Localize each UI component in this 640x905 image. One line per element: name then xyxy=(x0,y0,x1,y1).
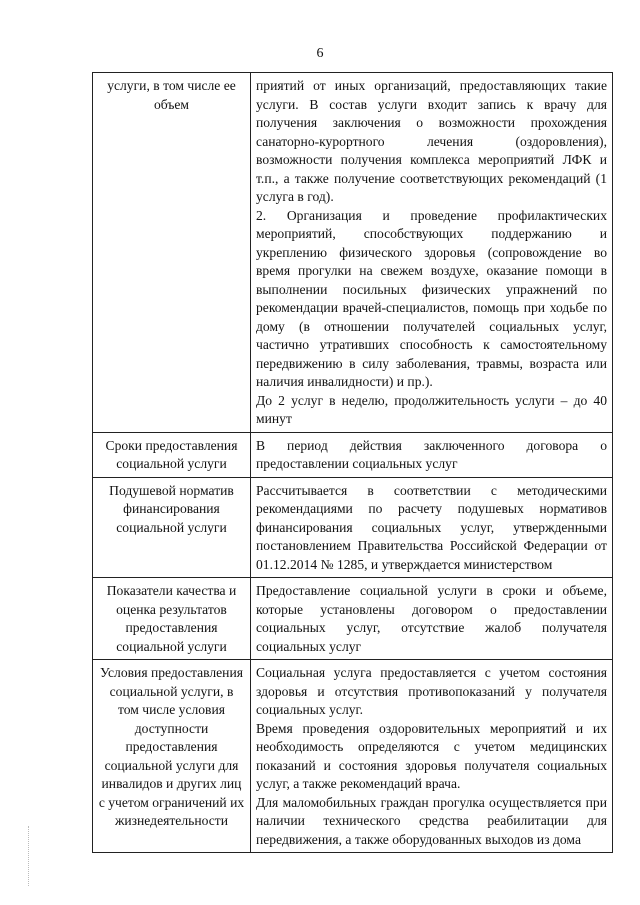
content-paragraph: В период действия заключенного договора о предоставлении социальных услуг xyxy=(256,437,607,471)
row-content xyxy=(251,432,613,477)
row-content xyxy=(251,477,613,578)
table-row xyxy=(93,477,613,578)
row-content xyxy=(251,578,613,660)
row-label: Показатели качества и оценка результатов предоставления социальной услуги xyxy=(93,578,251,660)
content-paragraph: До 2 услуг в неделю, продолжительность услуги – до 40 минут xyxy=(256,392,607,426)
content-paragraph: Для маломобильных граждан прогулка осуществляется при наличии технического средства реабилитации для передвижения, а также оборудованных выходов из дома xyxy=(256,794,607,847)
row-content xyxy=(251,660,613,853)
row-content xyxy=(251,73,613,433)
content-paragraph: приятий от иных организаций, предоставляющих такие услуги. В состав услуги входит запись к врачу для получения заключения о возможности прохождения санаторно-курортного лечения (оздоровления), возможности получения комплекса мероприятий ЛФК и т.п., а также получение соответствующих рекомендаций (1 услуга в год). xyxy=(256,78,607,204)
row-label: услуги, в том числе ее объем xyxy=(93,73,251,433)
content-paragraph: 2. Организация и проведение профилактических мероприятий, способствующих поддержанию и укреплению физического здоровья (сопровождение во время прогулки на свежем воздухе, оказание помощи в выполнении посильных физических упражнений по рекомендации врачей-специалистов, помощь при ходьбе по дому (в отношении получателей социальных услуг, частично утративших способность к самостоятельному передвижению в силу заболевания, травмы, возраста или наличия инвалидности) и пр.). xyxy=(256,207,607,389)
row-label: Подушевой норматив финансирования социальной услуги xyxy=(93,477,251,578)
content-paragraph: Предоставление социальной услуги в сроки и объеме, которые установлены договором о предоставлении социальных услуг, отсутствие жалоб получателя социальных услуг xyxy=(256,583,607,654)
content-paragraph: Рассчитывается в соответствии с методическими рекомендациями по расчету подушевых нормативов финансирования социальных услуг, утвержденными постановлением Правительства Российской Федерации от 01.12.2014 № 1285, и утверждается министерством xyxy=(256,482,607,572)
table-row xyxy=(93,432,613,477)
scan-margin-mark xyxy=(28,826,30,886)
service-description-table xyxy=(92,72,613,853)
content-paragraph: Время проведения оздоровительных мероприятий и их необходимость определяются с учетом медицинских показаний и состояния здоровья получателя социальных услуг, а также рекомендаций врача. xyxy=(256,720,607,791)
row-label: Условия предоставления социальной услуги, в том числе условия доступности предоставления социальной услуги для инвалидов и других лиц с учетом ограничений их жизнедеятельности xyxy=(93,660,251,853)
row-label: Сроки предоставления социальной услуги xyxy=(93,432,251,477)
table-row xyxy=(93,660,613,853)
page-number: 6 xyxy=(316,46,324,61)
content-paragraph: Социальная услуга предоставляется с учетом состояния здоровья и отсутствия противопоказаний у получателя социальных услуг. xyxy=(256,665,607,717)
table-row xyxy=(93,73,613,433)
table-row xyxy=(93,578,613,660)
